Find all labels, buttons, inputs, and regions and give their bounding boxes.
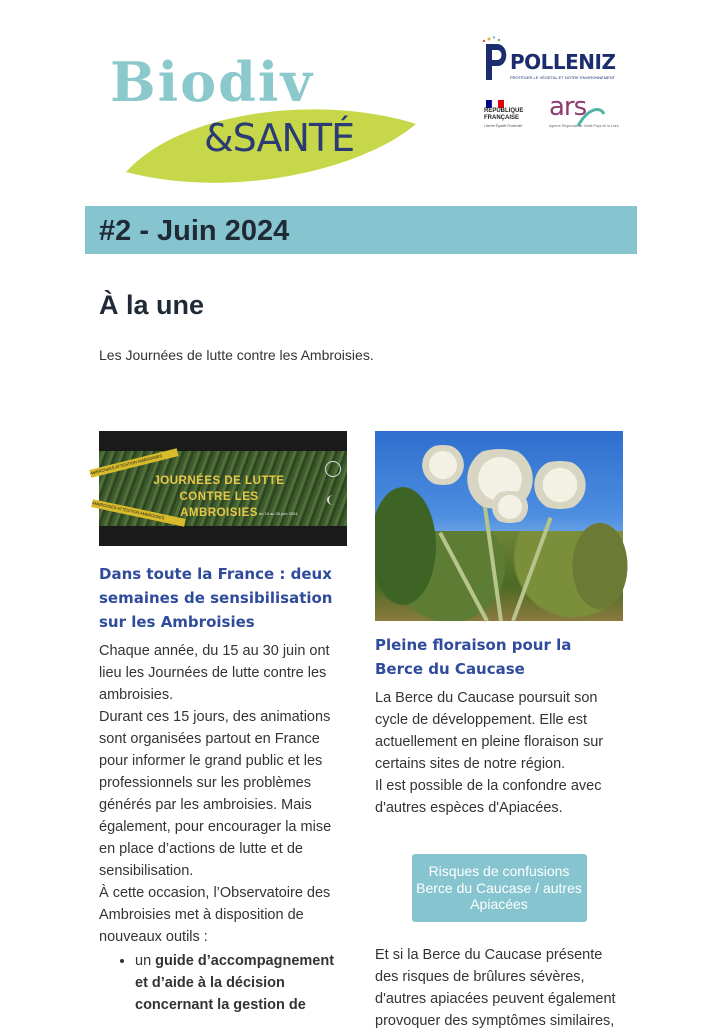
right-article-title[interactable]: Pleine floraison pour la Berce du Caucase <box>375 636 572 678</box>
ars-swoosh-icon <box>548 96 606 136</box>
paragraph: La Berce du Caucase poursuit son cycle de développement. Elle est actuellement en pleine floraison sur certains sites de notre région. <box>375 690 604 772</box>
warning-tape: AMBROISIES ATTENTION AMBROISIES <box>91 499 186 527</box>
section-title: À la une <box>99 290 205 320</box>
left-article <box>89 431 347 1016</box>
tools-list <box>99 950 347 1016</box>
sante-logo-text: &SANTÉ <box>204 116 355 160</box>
ambroisie-image-title: JOURNÉES DE LUTTE CONTRE LES AMBROISIES <box>153 475 285 519</box>
paragraph: Chaque année, du 15 au 30 juin ont lieu les Journées de lutte contre les ambroisies. <box>99 643 330 703</box>
warning-tape: AMBROISIES ATTENTION AMBROISIES <box>89 448 178 478</box>
polleniz-tagline: PROTÉGER LE VÉGÉTAL ET NOTRE ENVIRONNEMENT <box>510 75 616 80</box>
section-intro: Les Journées de lutte contre les Ambroisies. <box>99 347 374 363</box>
right-article <box>375 431 623 1032</box>
ministry-logo-icon <box>327 495 339 505</box>
paragraph: Durant ces 15 jours, des animations sont organisées partout en France pour informer le grand public et les professionnels sur les problèmes générés par les ambroisies. Mais également, pour encourager la mise en place d’actions de lutte et de sensibilisation. <box>99 709 332 879</box>
left-article-title[interactable]: Dans toute la France : deux semaines de sensibilisation sur les Ambroisies <box>99 565 333 631</box>
paragraph: Et si la Berce du Caucase présente des risques de brûlures sévères, d'autres apiacées peuvent également provoquer des symptômes similaires, <box>375 946 616 1029</box>
ambroisie-image-dates: du 15 au 30 juin 2024 <box>259 511 298 516</box>
right-article-body <box>375 687 623 819</box>
left-article-body <box>99 640 347 948</box>
ars-logo-text: ars <box>549 92 587 122</box>
republique-francaise-text: RÉPUBLIQUE FRANÇAISE <box>484 108 524 121</box>
issue-title: #2 - Juin 2024 <box>99 215 290 247</box>
berce-du-caucase-photo[interactable] <box>375 431 623 619</box>
observatoire-logo-icon <box>325 461 341 477</box>
polleniz-name: POLLENIZ <box>510 50 616 74</box>
right-article-continued <box>375 944 623 1032</box>
ars-subtitle: Agence Régionale de Santé Pays de la Loire <box>549 124 619 128</box>
confusion-risks-button[interactable]: Risques de confusions Berce du Caucase / autres Apiacées <box>412 854 587 922</box>
republique-motto: Liberté Égalité Fraternité <box>484 124 523 128</box>
paragraph: À cette occasion, l’Observatoire des Ambroisies met à disposition de nouveaux outils : <box>99 885 331 945</box>
paragraph: Il est possible de la confondre avec d'autres espèces d'Apiacées. <box>375 778 602 816</box>
issue-banner <box>85 206 637 254</box>
ambroisie-campaign-image[interactable] <box>89 431 347 546</box>
list-item: • un guide d’accompagnement et d’aide à la décision concernant la gestion de <box>135 950 347 1016</box>
biodiv-logo-text: Biodiv <box>110 50 314 114</box>
